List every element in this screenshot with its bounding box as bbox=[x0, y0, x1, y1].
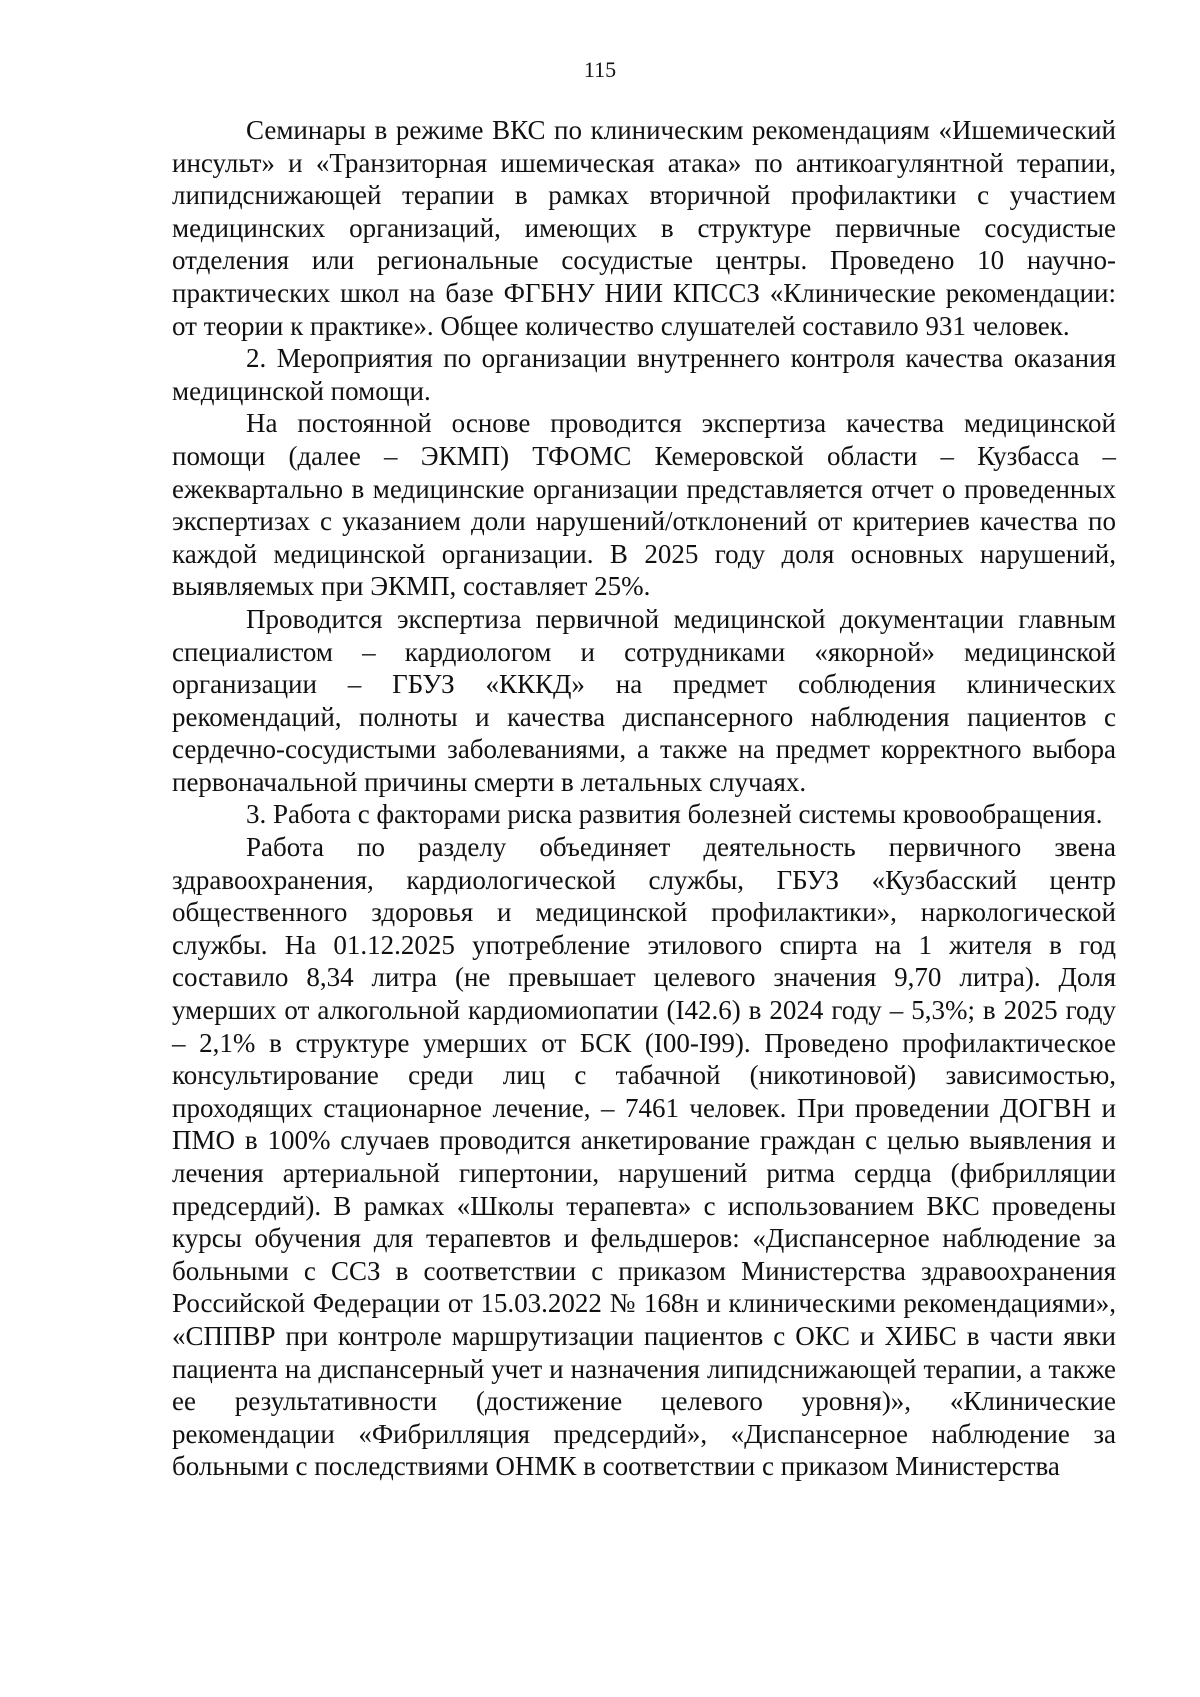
paragraph-quality-expertise: На постоянной основе проводится экспертиза качества медицинской помощи (далее – ЭКМП) ТФОМС Кемеровской области – Кузбасса – ежеквартально в медицинские организации представляется отчет о проведенных экспертизах с указанием доли нарушений/отклонений от критериев качества по каждой медицинской организации. В 2025 году доля основных нарушений, выявляемых при ЭКМП, составляет 25%. bbox=[172, 408, 1116, 602]
paragraph-section-3-heading: 3. Работа с факторами риска развития болезней системы кровообращения. bbox=[246, 799, 1103, 830]
document-body bbox=[172, 114, 1116, 1483]
paragraph-seminars: Семинары в режиме ВКС по клиническим рекомендациям «Ишемический инсульт» и «Транзиторная ишемическая атака» по антикоагулянтной терапии, липидснижающей терапии в рамках вторичной профилактики с участием медицинских организаций, имеющих в структуре первичные сосудистые отделения или региональные сосудистые центры. Проведено 10 научно-практических школ на базе ФГБНУ НИИ КПССЗ «Клинические рекомендации: от теории к практике». Общее количество слушателей составило 931 человек. bbox=[172, 115, 1116, 341]
paragraph-section-2-heading: 2. Мероприятия по организации внутреннего контроля качества оказания медицинской помощи. bbox=[172, 343, 1116, 406]
paragraph-risk-factors-work: Работа по разделу объединяет деятельность первичного звена здравоохранения, кардиологической службы, ГБУЗ «Кузбасский центр общественного здоровья и медицинской профилактики», наркологической службы. На 01.12.2025 употребление этилового спирта на 1 жителя в год составило 8,34 литра (не превышает целевого значения 9,70 литра). Доля умерших от алкогольной кардиомиопатии (I42.6) в 2024 году – 5,3%; в 2025 году – 2,1% в структуре умерших от БСК (I00-I99). Проведено профилактическое консультирование среди лиц с табачной (никотиновой) зависимостью, проходящих стационарное лечение, – 7461 человек. При проведении ДОГВН и ПМО в 100% случаев проводится анкетирование граждан с целью выявления и лечения артериальной гипертонии, нарушений ритма сердца (фибрилляции предсердий). В рамках «Школы терапевта» с использованием ВКС проведены курсы обучения для терапевтов и фельдшеров: «Диспансерное наблюдение за больными с ССЗ в соответствии с приказом Министерства здравоохранения Российской Федерации от 15.03.2022 № 168н и клиническими рекомендациями», «СППВР при контроле маршрутизации пациентов с ОКС и ХИБС в части явки пациента на диспансерный учет и назначения липидснижающей терапии, а также ее результативности (достижение целевого уровня)», «Клинические рекомендации «Фибрилляция предсердий», «Диспансерное наблюдение за больными с последствиями ОНМК в соответствии с приказом Министерства bbox=[172, 832, 1116, 1482]
page-number: 115 bbox=[583, 57, 617, 82]
paragraph-documentation-review: Проводится экспертиза первичной медицинской документации главным специалистом – кардиологом и сотрудниками «якорной» медицинской организации – ГБУЗ «КККД» на предмет соблюдения клинических рекомендаций, полноты и качества диспансерного наблюдения пациентов с сердечно-сосудистыми заболеваниями, а также на предмет корректного выбора первоначальной причины смерти в летальных случаях. bbox=[172, 603, 1116, 797]
